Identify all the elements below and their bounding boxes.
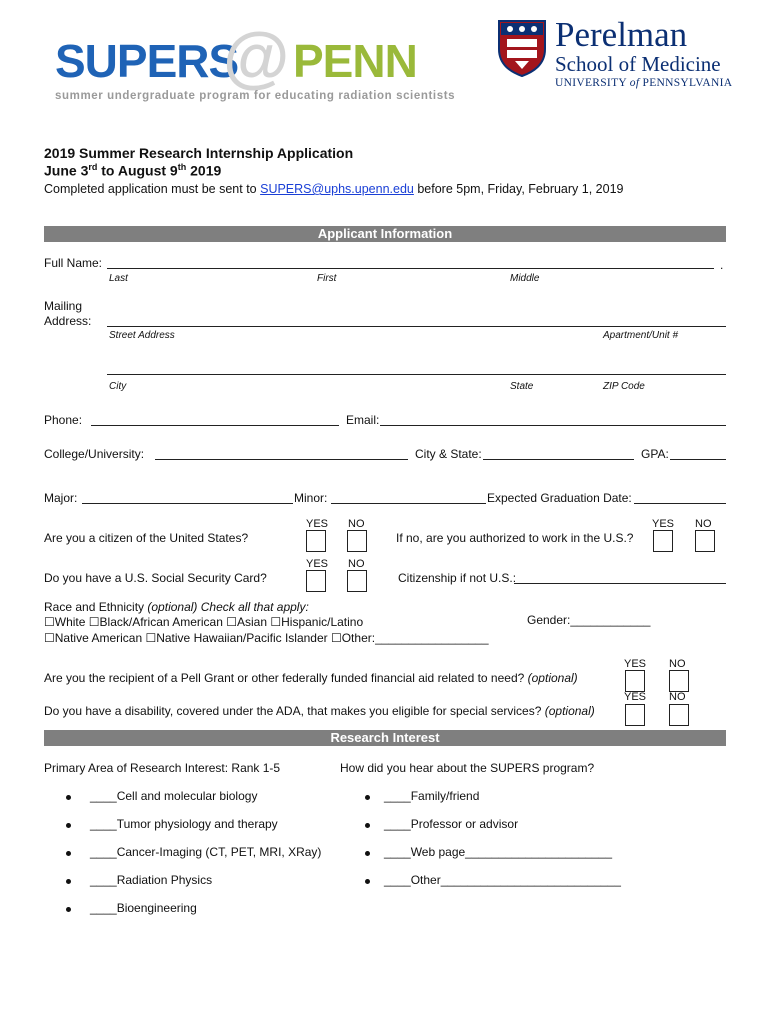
referral-source-item[interactable]: ____Family/friend [384,789,480,803]
pell-q-text: Are you the recipient of a Pell Grant or other federally funded financial aid related to need? [44,671,528,685]
graduation-date-field[interactable] [634,503,726,504]
pell-no-label: NO [669,658,686,670]
referral-source-item[interactable]: ____Other___________________________ [384,873,621,887]
phone-field[interactable] [91,425,339,426]
research-area-item[interactable]: ____Bioengineering [90,901,197,915]
instr-a: Completed application must be sent to [44,182,261,196]
dates-sup2: th [177,162,187,172]
state-label: State [510,381,534,392]
research-area-item[interactable]: ____Cancer-Imaging (CT, PET, MRI, XRay) [90,845,322,859]
citizen-no-checkbox[interactable] [347,530,367,552]
college-field[interactable] [155,459,408,460]
major-field[interactable] [82,503,293,504]
ssn-yes-checkbox[interactable] [306,570,326,592]
citizen-yes-checkbox[interactable] [306,530,326,552]
perelman-name: Perelman [555,15,688,54]
pell-yes-checkbox[interactable] [625,670,645,692]
ssn-no-label: NO [348,558,365,570]
perelman-university-a: UNIVERSITY [555,77,627,89]
bullet-icon [66,879,71,884]
email-link[interactable]: SUPERS@uphs.upenn.edu [260,182,414,196]
logo-at: @ [223,19,290,95]
first-label: First [317,273,337,284]
work-auth-no-label: NO [695,518,712,530]
minor-label: Minor: [294,491,328,505]
bullet-icon [365,795,370,800]
logo-tagline: summer undergraduate program for educating radiation scientists [55,90,456,102]
bullet-icon [66,795,71,800]
dates-c: 2019 [186,162,222,179]
gpa-label: GPA: [641,447,669,461]
ada-q-text: Do you have a disability, covered under the ADA, that makes you eligible for special services? [44,704,545,718]
pell-optional: (optional) [527,671,578,685]
work-auth-yes-checkbox[interactable] [653,530,673,552]
gpa-field[interactable] [670,459,726,460]
bullet-icon [66,907,71,912]
street-label: Street Address [109,330,175,341]
work-auth-yes-label: YES [652,518,675,530]
street-address-field[interactable] [107,326,726,327]
race-label-b: (optional) Check all that apply: [147,600,309,614]
referral-source-item[interactable]: ____Professor or advisor [384,817,519,831]
bullet-icon [365,879,370,884]
bullet-icon [66,823,71,828]
race-label-a: Race and Ethnicity [44,600,148,614]
primary-area-label: Primary Area of Research Interest: Rank 1-5 [44,761,281,775]
ssn-no-checkbox[interactable] [347,570,367,592]
zip-label: ZIP Code [603,381,645,392]
pell-no-checkbox[interactable] [669,670,689,692]
citizen-no-label: NO [348,518,365,530]
citizen-yes-label: YES [306,518,329,530]
bullet-icon [365,851,370,856]
dates-a: June 3 [44,162,89,179]
logo-supers: SUPERS [55,35,239,87]
college-city-state-field[interactable] [483,459,634,460]
ada-yes-checkbox[interactable] [625,704,645,726]
apt-label: Apartment/Unit # [603,330,679,341]
city-state-label: City & State: [415,447,482,461]
full-name-field[interactable] [107,268,714,269]
dates-sup1: rd [88,162,98,172]
race-ethnicity-label [44,600,309,614]
phone-label: Phone: [44,413,83,427]
email-label: Email: [346,413,380,427]
instr-b: before 5pm, Friday, February 1, 2019 [413,182,624,196]
supers-logo [55,19,456,110]
research-area-item[interactable]: ____Radiation Physics [90,873,213,887]
middle-label: Middle [510,273,540,284]
ssn-yes-label: YES [306,558,329,570]
logo-penn: PENN [293,35,417,87]
race-options-row2[interactable]: ☐Native American ☐Native Hawaiian/Pacific Islander ☐Other:_________________ [44,631,489,645]
city-label: City [109,381,127,392]
full-name-dot: . [720,258,724,272]
gender-field[interactable]: Gender:____________ [527,613,651,627]
college-label: College/University: [44,447,145,461]
bullet-icon [66,851,71,856]
last-label: Last [109,273,128,284]
ada-yes-label: YES [624,691,647,703]
hear-about-label: How did you hear about the SUPERS program? [340,761,595,775]
research-area-item[interactable]: ____Cell and molecular biology [90,789,258,803]
submission-instructions [44,182,623,196]
dates-b: to August 9 [97,162,178,179]
work-auth-no-checkbox[interactable] [695,530,715,552]
perelman-university-c: PENNSYLVANIA [642,77,733,89]
race-options-row1[interactable]: ☐White ☐Black/African American ☐Asian ☐Hispanic/Latino [44,615,364,629]
ssn-question: Do you have a U.S. Social Security Card? [44,571,267,585]
perelman-university [555,77,732,89]
section-research-interest: Research Interest [44,730,726,746]
section-applicant-information: Applicant Information [44,226,726,242]
city-state-zip-field[interactable] [107,374,726,375]
citizen-question: Are you a citizen of the United States? [44,531,249,545]
minor-field[interactable] [331,503,486,504]
bullet-icon [365,823,370,828]
mailing-label: Mailing [44,299,83,313]
address-label: Address: [44,314,92,328]
perelman-university-of: of [629,77,640,89]
citizenship-field[interactable] [514,583,726,584]
program-dates [44,162,221,179]
major-label: Major: [44,491,78,505]
ada-question [44,704,595,718]
ada-optional: (optional) [544,704,595,718]
referral-source-item[interactable]: ____Web page______________________ [384,845,613,859]
form-title: 2019 Summer Research Internship Application [44,145,354,161]
perelman-logo [497,16,737,96]
full-name-label: Full Name: [44,256,103,270]
work-auth-question: If no, are you authorized to work in the U.S.? [396,531,634,545]
research-area-item[interactable]: ____Tumor physiology and therapy [90,817,278,831]
pell-yes-label: YES [624,658,647,670]
penn-shield-icon [497,19,547,77]
graduation-date-label: Expected Graduation Date: [487,491,632,505]
perelman-school: School of Medicine [555,52,721,76]
pell-question [44,671,578,685]
email-field[interactable] [380,425,726,426]
ada-no-checkbox[interactable] [669,704,689,726]
ada-no-label: NO [669,691,686,703]
citizenship-label: Citizenship if not U.S.: [398,571,517,585]
